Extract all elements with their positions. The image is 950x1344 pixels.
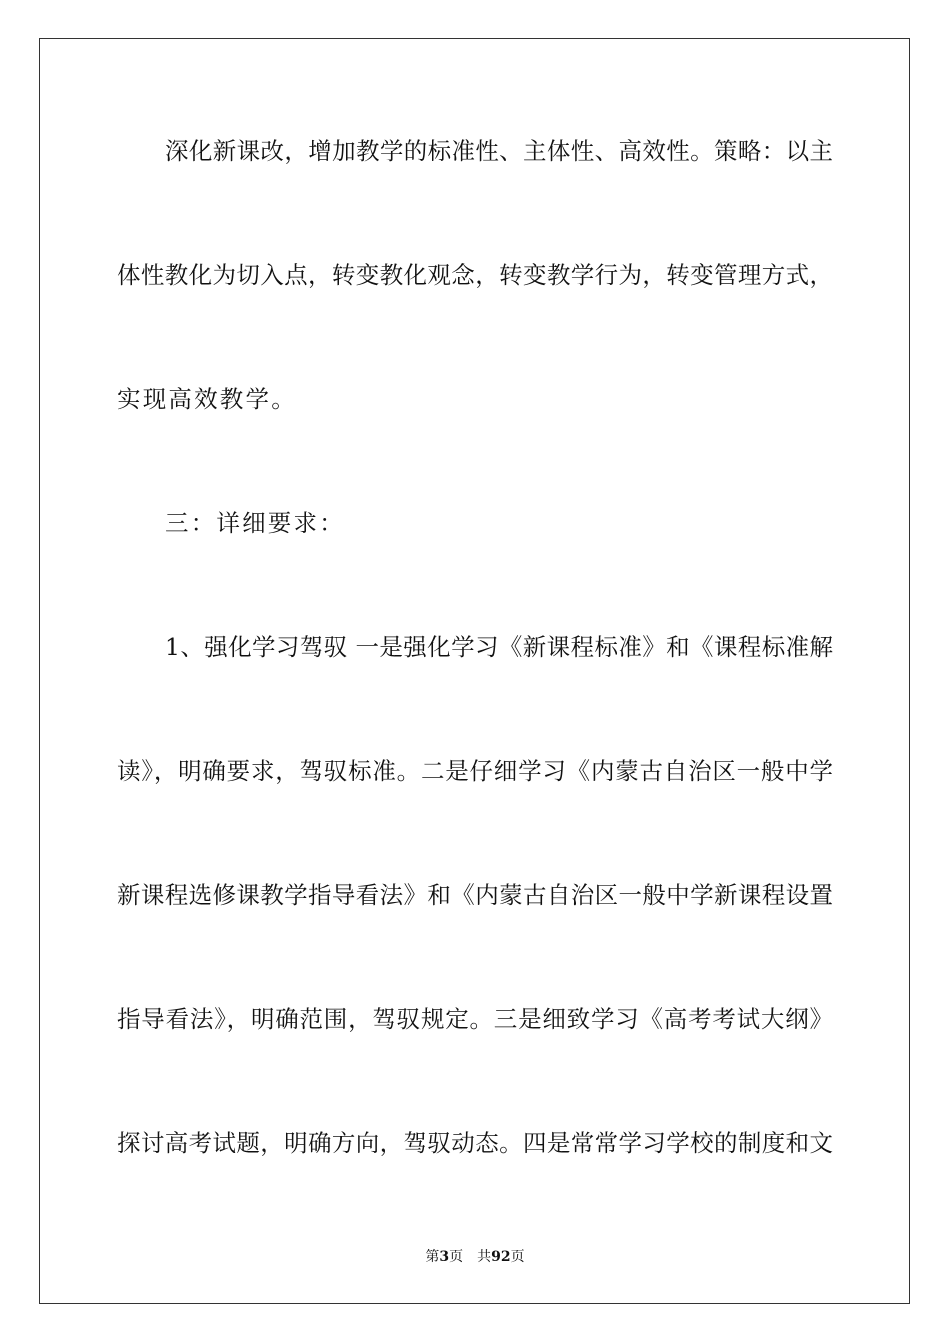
footer-prefix: 第 — [425, 1249, 440, 1265]
body-line-6: 读》，明确要求，驾驭标准。二是仔细学习《内蒙古自治区一般中学 — [117, 757, 833, 785]
body-line-1: 深化新课改，增加教学的标准性、主体性、高效性。策略：以主 — [165, 137, 833, 165]
page-footer — [0, 1248, 950, 1266]
footer-page-suffix: 页 — [449, 1249, 464, 1265]
footer-total-suffix: 页 — [510, 1249, 525, 1265]
body-line-3: 实现高效教学。 — [117, 385, 297, 413]
total-pages-number: 92 — [491, 1249, 511, 1265]
body-line-5: 1、强化学习驾驭 一是强化学习《新课程标准》和《课程标准解 — [165, 633, 833, 661]
section-heading: 三：详细要求： — [165, 509, 345, 537]
body-line-9: 探讨高考试题，明确方向，驾驭动态。四是常常学习学校的制度和文 — [117, 1129, 833, 1157]
footer-total-prefix: 共 — [477, 1249, 492, 1265]
body-line-7: 新课程选修课教学指导看法》和《内蒙古自治区一般中学新课程设置 — [117, 881, 833, 909]
current-page-number: 3 — [439, 1249, 450, 1265]
body-line-2: 体性教化为切入点，转变教化观念，转变教学行为，转变管理方式， — [117, 261, 833, 289]
page-border — [39, 38, 910, 1304]
body-line-8: 指导看法》，明确范围，驾驭规定。三是细致学习《高考考试大纲》 — [117, 1005, 833, 1033]
